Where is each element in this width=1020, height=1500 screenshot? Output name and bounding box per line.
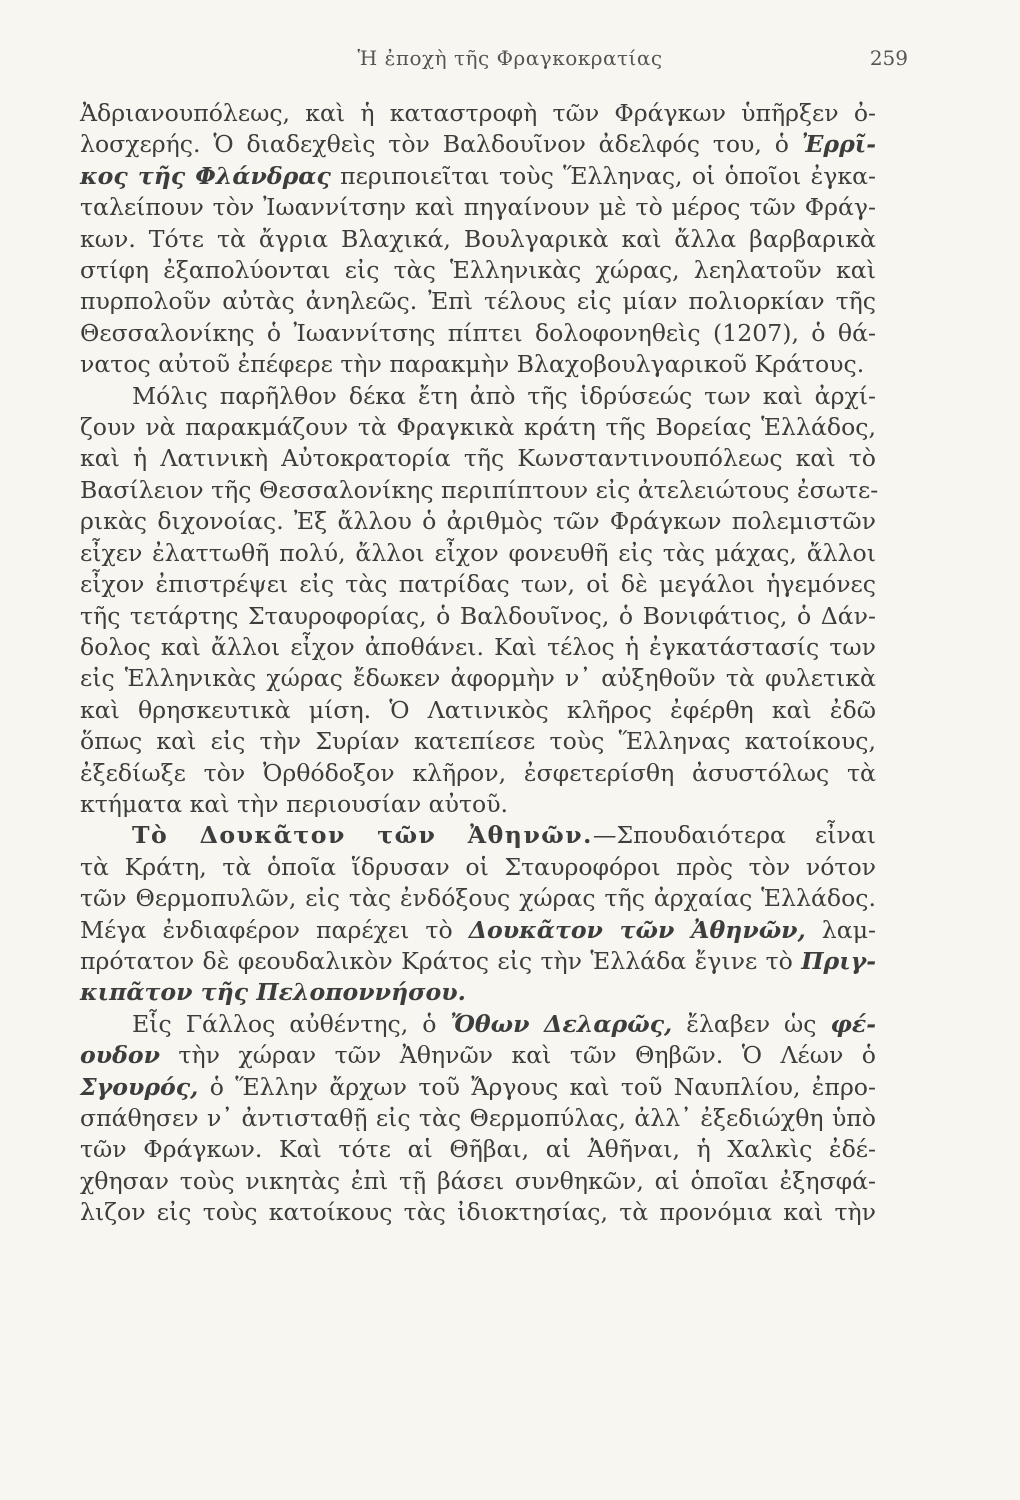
text-run: δολος καὶ ἄλλοι εἶχον ἀποθάνει. Καὶ τέλος ἡ ἐγκατάστασίς των xyxy=(80,632,876,661)
text-line xyxy=(80,726,876,757)
text-run: Βασίλειον τῆς Θεσσαλονίκης περιπίπτουν εἰς ἀτελειώτους ἐσωτε- xyxy=(80,475,879,504)
emphasis-text: Ὄθων Δελαρῶς, xyxy=(450,1009,673,1038)
text-run: τὴν χώραν τῶν Ἀθηνῶν καὶ τῶν Θηβῶν. Ὁ Λέων ὁ xyxy=(159,1041,876,1070)
text-run: χθησαν τοὺς νικητὰς ἐπὶ τῇ βάσει συνθηκῶν, αἱ ὁποῖαι ἐξησφά- xyxy=(80,1166,876,1195)
text-run: ἐξεδίωξε τὸν Ὀρθόδοξον κλῆρον, ἐσφετερίσθη ἀσυστόλως τὰ xyxy=(80,758,876,787)
text-line xyxy=(80,349,876,380)
text-line xyxy=(80,506,876,537)
text-run: εἰς Ἑλληνικὰς χώρας ἔδωκεν ἀφορμὴν ν᾿ αὐξηθοῦν τὰ φυλετικὰ xyxy=(80,664,876,693)
text-line xyxy=(80,443,876,474)
text-run: εἶχεν ἐλαττωθῆ πολύ, ἄλλοι εἶχον φονευθῆ εἰς τὰς μάχας, ἄλλοι xyxy=(80,538,876,567)
text-line xyxy=(80,977,876,1008)
text-line xyxy=(80,789,876,820)
emphasis-text: Σγουρός, xyxy=(80,1072,199,1101)
text-run: Εἷς Γάλλος αὐθέντης, ὁ xyxy=(132,1009,451,1038)
text-line xyxy=(80,1166,876,1197)
text-run: πυρπολοῦν αὐτὰς ἀνηλεῶς. Ἐπὶ τέλους εἰς μίαν πολιορκίαν τῆς xyxy=(80,287,876,316)
text-line xyxy=(80,412,876,443)
text-line xyxy=(80,852,876,883)
text-run: τῶν Θερμοπυλῶν, εἰς τὰς ἐνδόξους χώρας τῆς ἀρχαίας Ἑλλάδος. xyxy=(80,884,876,913)
text-run: κτήματα καὶ τὴν περιουσίαν αὐτοῦ. xyxy=(80,789,509,818)
emphasis-text: Δουκᾶτον τῶν Ἀθηνῶν, xyxy=(468,915,806,944)
text-line xyxy=(80,695,876,726)
text-run: ταλείπουν τὸν Ἰωαννίτσην καὶ πηγαίνουν μὲ τὸ μέρος τῶν Φράγ- xyxy=(80,193,876,222)
text-run: περιποιεῖται τοὺς Ἕλληνας, οἱ ὁποῖοι ἐγκα- xyxy=(330,161,876,190)
text-line xyxy=(80,663,876,694)
emphasis-text: κιπᾶτον τῆς Πελοποννήσου. xyxy=(80,978,466,1007)
text-run: ὁ Ἕλλην ἄρχων τοῦ Ἄργους καὶ τοῦ Ναυπλίου, ἐπρο- xyxy=(198,1072,876,1101)
text-run: τὰ Κράτη, τὰ ὁποῖα ἵδρυσαν οἱ Σταυροφόροι πρὸς τὸν νότον xyxy=(80,852,876,881)
text-run: τῶν Φράγκων. Καὶ τότε αἱ Θῆβαι, αἱ Ἀθῆναι, ἡ Χαλκὶς ἐδέ- xyxy=(80,1135,876,1164)
text-run: ρικὰς διχονοίας. Ἐξ ἄλλου ὁ ἀριθμὸς τῶν Φράγκων πολεμιστῶν xyxy=(80,507,876,536)
text-line xyxy=(80,475,879,506)
text-line xyxy=(80,1134,876,1165)
text-run: Θεσσαλονίκης ὁ Ἰωαννίτσης πίπτει δολοφονηθεὶς (1207), ὁ θά- xyxy=(80,318,876,347)
text-run: ἔλαβεν ὡς xyxy=(672,1009,831,1038)
text-run: λοσχερής. Ὁ διαδεχθεὶς τὸν Βαλδουῖνον ἀδελφός του, ὁ xyxy=(80,130,802,159)
text-run: καὶ ἡ Λατινικὴ Αὐτοκρατορία τῆς Κωνσταντινουπόλεως καὶ τὸ xyxy=(80,444,876,473)
text-line xyxy=(80,98,876,129)
text-line xyxy=(80,1072,876,1103)
text-line xyxy=(80,1103,876,1134)
text-line xyxy=(80,318,876,349)
text-run: νατος αὐτοῦ ἐπέφερε τὴν παρακμὴν Βλαχοβουλγαρικοῦ Κράτους. xyxy=(80,350,865,379)
text-run: λαμ- xyxy=(805,915,876,944)
text-line xyxy=(80,161,876,192)
section-heading: Τὸ Δουκᾶτον τῶν Ἀθηνῶν. xyxy=(132,821,593,850)
text-run: Μέγα ἐνδιαφέρον παρέχει τὸ xyxy=(80,915,469,944)
text-line xyxy=(80,1197,876,1228)
text-run: σπάθησεν ν᾿ ἀντισταθῇ εἰς τὰς Θερμοπύλας, ἀλλ᾿ ἐξεδιώχθη ὑπὸ xyxy=(80,1104,876,1132)
text-run: Μόλις παρῆλθον δέκα ἔτη ἀπὸ τῆς ἱδρύσεώς των καὶ ἀρχί- xyxy=(132,381,876,410)
text-run: κων. Τότε τὰ ἄγρια Βλαχικά, Βουλγαρικὰ καὶ ἄλλα βαρβαρικὰ xyxy=(80,224,876,253)
text-line xyxy=(80,538,876,569)
page-number: 259 xyxy=(869,46,908,70)
page-header xyxy=(0,44,1020,78)
text-line xyxy=(80,1040,876,1071)
body-text xyxy=(80,98,879,1229)
text-line xyxy=(80,1009,876,1040)
text-line xyxy=(80,192,876,223)
text-run: τῆς τετάρτης Σταυροφορίας, ὁ Βαλδουῖνος, ὁ Βονιφάτιος, ὁ Δάν- xyxy=(80,601,876,630)
emphasis-text: φέ- xyxy=(830,1009,876,1038)
emphasis-text: κος τῆς Φλάνδρας xyxy=(80,161,331,190)
text-line xyxy=(80,255,876,286)
text-line xyxy=(80,758,876,789)
text-run: Ἀδριανουπόλεως, καὶ ἡ καταστροφὴ τῶν Φράγκων ὑπῆρξεν ὀ- xyxy=(80,99,876,127)
text-run: εἶχον ἐπιστρέψει εἰς τὰς πατρίδας των, οἱ δὲ μεγάλοι ἡγεμόνες xyxy=(80,570,876,599)
running-title: Ἡ ἐποχὴ τῆς Φραγκοκρατίας xyxy=(357,46,663,70)
text-run: λιζον εἰς τοὺς κατοίκους τὰς ἰδιοκτησίας, τὰ προνόμια καὶ τὴν xyxy=(80,1198,876,1227)
text-run: ὅπως καὶ εἰς τὴν Συρίαν κατεπίεσε τοὺς Ἕλληνας κατοίκους, xyxy=(80,727,876,756)
emphasis-text: ουδον xyxy=(80,1041,160,1070)
text-line xyxy=(80,381,876,412)
text-line xyxy=(80,569,876,600)
text-line xyxy=(80,129,876,160)
text-run: ζουν νὰ παρακμάζουν τὰ Φραγκικὰ κράτη τῆς Βορείας Ἑλλάδος, xyxy=(80,413,876,442)
text-line xyxy=(80,820,876,851)
emphasis-text: Ἐρρῖ- xyxy=(801,130,876,159)
text-line xyxy=(80,915,876,946)
text-line xyxy=(80,224,876,255)
text-line xyxy=(80,946,876,977)
text-run: καὶ θρησκευτικὰ μίση. Ὁ Λατινικὸς κλῆρος ἐφέρθη καὶ ἐδῶ xyxy=(80,695,876,724)
text-line xyxy=(80,883,876,914)
text-run: στίφη ἐξαπολύονται εἰς τὰς Ἑλληνικὰς χώρας, λεηλατοῦν καὶ xyxy=(80,256,876,285)
text-run: πρότατον δὲ φεουδαλικὸν Κράτος εἰς τὴν Ἑλλάδα ἔγινε τὸ xyxy=(80,946,802,975)
text-line xyxy=(80,286,876,317)
text-line xyxy=(80,601,876,632)
text-run: —Σπουδαιότερα εἶναι xyxy=(592,821,876,850)
emphasis-text: Πριγ- xyxy=(801,946,876,975)
text-line xyxy=(80,632,876,663)
